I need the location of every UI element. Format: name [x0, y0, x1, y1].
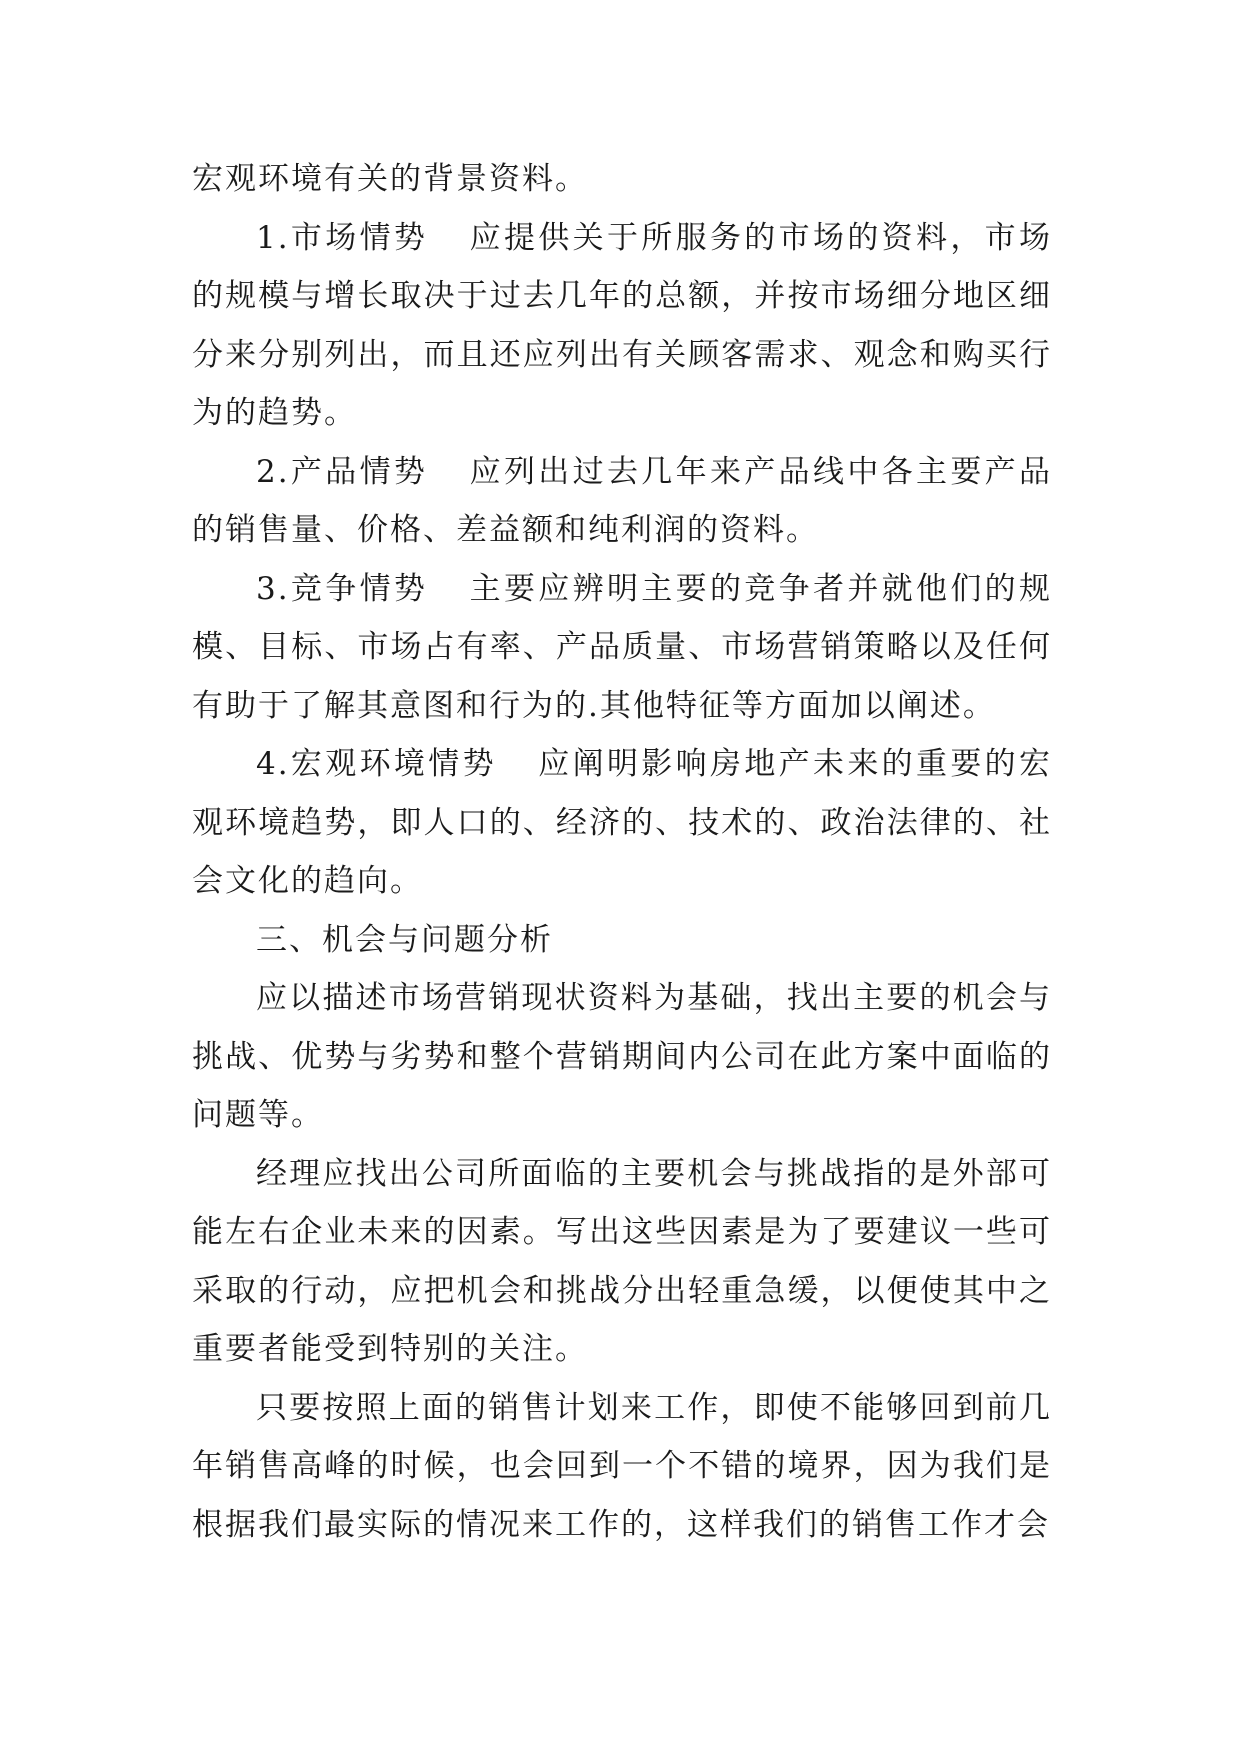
paragraph-macro-environment [192, 735, 1052, 911]
paragraph-continuation [192, 150, 1052, 209]
paragraph-sales-plan [192, 1379, 1052, 1555]
document-body [192, 150, 1052, 1554]
section-heading-text: 三、机会与问题分析 [256, 921, 553, 958]
paragraph-text: 应阐明影响房地产未来的重要的宏观环境趋势，即人口的、经济的、技术的、政治法律的、社会文化的趋向。 [192, 746, 1053, 899]
paragraph-lead: 2.产品情势 [256, 453, 429, 490]
paragraph-market-situation [192, 209, 1052, 443]
paragraph-analysis-basis [192, 969, 1052, 1145]
paragraph-manager-opportunities [192, 1145, 1052, 1379]
paragraph-text: 经理应找出公司所面临的主要机会与挑战指的是外部可能左右企业未来的因素。写出这些因素是为了要建议一些可采取的行动，应把机会和挑战分出轻重急缓，以便使其中之重要者能受到特别的关注。 [192, 1155, 1052, 1367]
paragraph-text: 应以描述市场营销现状资料为基础，找出主要的机会与挑战、优势与劣势和整个营销期间内公司在此方案中面临的问题等。 [192, 980, 1052, 1133]
paragraph-lead: 1.市场情势 [256, 219, 429, 256]
paragraph-lead: 4.宏观环境情势 [256, 746, 497, 782]
paragraph-lead: 3.竞争情势 [256, 570, 429, 607]
paragraph-text: 只要按照上面的销售计划来工作，即使不能够回到前几年销售高峰的时候，也会回到一个不错的境界，因为我们是根据我们最实际的情况来工作的，这样我们的销售工作才会 [192, 1389, 1052, 1543]
paragraph-competition-situation [192, 560, 1052, 736]
paragraph-text: 宏观环境有关的背景资料。 [192, 161, 588, 197]
paragraph-text: 应提供关于所服务的市场的资料，市场的规模与增长取决于过去几年的总额，并按市场细分地区细分来分别列出，而且还应列出有关顾客需求、观念和购买行为的趋势。 [192, 219, 1052, 431]
paragraph-product-situation [192, 443, 1052, 560]
paragraph-text: 主要应辨明主要的竞争者并就他们的规模、目标、市场占有率、产品质量、市场营销策略以及任何有助于了解其意图和行为的.其他特征等方面加以阐述。 [192, 570, 1052, 724]
section-heading [192, 911, 1052, 970]
paragraph-text: 应列出过去几年来产品线中各主要产品的销售量、价格、差益额和纯利润的资料。 [192, 453, 1052, 548]
